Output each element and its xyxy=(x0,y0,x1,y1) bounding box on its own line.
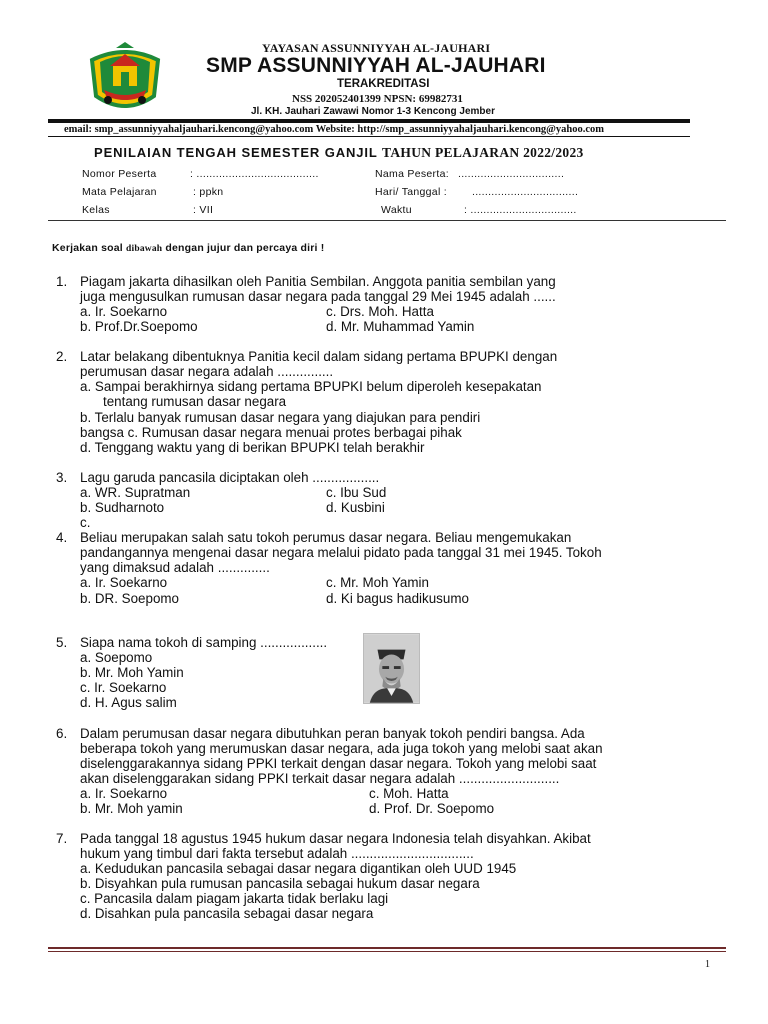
q4-number: 4. xyxy=(56,530,68,545)
q1-text-line1: Piagam jakarta dihasilkan oleh Panitia Sembilan. Anggota panitia sembilan yang xyxy=(80,274,556,289)
school-name: SMP ASSUNNIYYAH AL-JAUHARI xyxy=(206,54,546,77)
q2-option-b-line2: bangsa c. Rumusan dasar negara menuai protes berbagai pihak xyxy=(80,425,462,440)
q3-text-line1: Lagu garuda pancasila diciptakan oleh .................. xyxy=(80,470,380,485)
q7-number: 7. xyxy=(56,831,68,846)
instruction-part1: Kerjakan soal xyxy=(52,242,123,254)
q6-text-line2: beberapa tokoh yang merumuskan dasar negara, ada juga tokoh yang melobi saat akan xyxy=(80,741,603,756)
q7-text-line1: Pada tanggal 18 agustus 1945 hukum dasar negara Indonesia telah disyahkan. Akibat xyxy=(80,831,591,846)
q6-option-b: b. Mr. Moh yamin xyxy=(80,801,183,816)
page-number: 1 xyxy=(705,959,710,970)
instruction-part3: dengan jujur dan percaya diri ! xyxy=(165,242,325,254)
q2-option-b-line1: b. Terlalu banyak rumusan dasar negara yang diajukan para pendiri xyxy=(80,410,481,425)
q6-option-c: c. Moh. Hatta xyxy=(369,786,449,801)
q1-text-line2: juga mengusulkan rumusan dasar negara pada tanggal 29 Mei 1945 adalah ...... xyxy=(80,289,556,304)
q6-text-line4: akan diselenggarakan sidang PPKI terkait dasar negara adalah ........................... xyxy=(80,771,560,786)
q3-option-extra: c. xyxy=(80,515,91,530)
info-divider xyxy=(48,220,726,221)
q3-option-a: a. WR. Supratman xyxy=(80,485,191,500)
school-registry: NSS 202052401399 NPSN: 69982731 xyxy=(292,93,463,105)
q6-number: 6. xyxy=(56,726,68,741)
q1-option-d: d. Mr. Muhammad Yamin xyxy=(326,319,475,334)
q4-option-c: c. Mr. Moh Yamin xyxy=(326,575,429,590)
q2-text-line2: perumusan dasar negara adalah ............... xyxy=(80,364,334,379)
info-nama-label: Nama Peserta: xyxy=(375,168,449,180)
q7-option-c: c. Pancasila dalam piagam jakarta tidak berlaku lagi xyxy=(80,891,389,906)
q1-number: 1. xyxy=(56,274,68,289)
q5-number: 5. xyxy=(56,635,68,650)
footer-divider-thin xyxy=(48,951,726,952)
q5-option-a: a. Soepomo xyxy=(80,650,153,665)
q6-option-a: a. Ir. Soekarno xyxy=(80,786,168,801)
header-divider-thin xyxy=(48,136,690,137)
q2-option-d: d. Tenggang waktu yang di berikan BPUPKI telah berakhir xyxy=(80,440,425,455)
q7-option-b: b. Disyahkan pula rumusan pancasila sebagai hukum dasar negara xyxy=(80,876,480,891)
historical-figure-portrait xyxy=(363,633,420,704)
q3-number: 3. xyxy=(56,470,68,485)
info-mapel-label: Mata Pelajaran xyxy=(82,186,157,198)
school-crest-logo xyxy=(86,40,164,116)
q3-option-c: c. Ibu Sud xyxy=(326,485,387,500)
exam-title xyxy=(94,145,584,161)
q7-option-d: d. Disahkan pula pancasila sebagai dasar negara xyxy=(80,906,374,921)
q5-option-d: d. H. Agus salim xyxy=(80,695,177,710)
exam-title-main: PENILAIAN TENGAH SEMESTER GANJIL xyxy=(94,145,378,160)
instruction xyxy=(52,242,324,254)
q5-option-c: c. Ir. Soekarno xyxy=(80,680,167,695)
info-nama-value: ................................. xyxy=(458,168,565,180)
q6-option-d: d. Prof. Dr. Soepomo xyxy=(369,801,495,816)
q2-option-a-line2: tentang rumusan dasar negara xyxy=(103,394,287,409)
q5-text-line1: Siapa nama tokoh di samping .................. xyxy=(80,635,328,650)
info-nomor-value: : ...................................... xyxy=(190,168,319,180)
q1-option-b: b. Prof.Dr.Soepomo xyxy=(80,319,198,334)
q7-option-a: a. Kedudukan pancasila sebagai dasar negara digantikan oleh UUD 1945 xyxy=(80,861,517,876)
info-kelas-value: : VII xyxy=(193,204,214,216)
instruction-part2: dibawah xyxy=(126,244,163,254)
q2-number: 2. xyxy=(56,349,68,364)
school-address: Jl. KH. Jauhari Zawawi Nomor 1-3 Kencong Jember xyxy=(251,106,495,117)
q6-text-line3: diselenggarakannya sidang PPKI terkait dengan dasar negara. Tokoh yang melobi saat xyxy=(80,756,597,771)
accreditation-status: TERAKREDITASI xyxy=(337,78,430,90)
q4-text-line3: yang dimaksud adalah .............. xyxy=(80,560,270,575)
footer-divider xyxy=(48,947,726,949)
info-kelas-label: Kelas xyxy=(82,204,110,216)
school-contact: email: smp_assunniyyahaljauhari.kencong@yahoo.com Website: http://smp_assunniyyahaljauhari.kencong@yahoo.com xyxy=(64,124,605,135)
info-hari-label: Hari/ Tanggal : xyxy=(375,186,448,198)
q4-option-d: d. Ki bagus hadikusumo xyxy=(326,591,469,606)
q4-option-a: a. Ir. Soekarno xyxy=(80,575,168,590)
info-nomor-label: Nomor Peserta xyxy=(82,168,157,180)
foundation-name: YAYASAN ASSUNNIYYAH AL-JAUHARI xyxy=(262,41,491,55)
q2-option-a-line1: a. Sampai berakhirnya sidang pertama BPUPKI belum diperoleh kesepakatan xyxy=(80,379,542,394)
info-hari-value: ................................. xyxy=(472,186,579,198)
q1-option-a: a. Ir. Soekarno xyxy=(80,304,168,319)
q2-text-line1: Latar belakang dibentuknya Panitia kecil dalam sidang pertama BPUPKI dengan xyxy=(80,349,558,364)
q6-text-line1: Dalam perumusan dasar negara dibutuhkan peran banyak tokoh pendiri bangsa. Ada xyxy=(80,726,585,741)
info-mapel-value: : ppkn xyxy=(193,186,224,198)
q3-option-d: d. Kusbini xyxy=(326,500,385,515)
q4-text-line2: pandangannya mengenai dasar negara melalui pidato pada tanggal 31 mei 1945. Tokoh xyxy=(80,545,602,560)
q7-text-line2: hukum yang timbul dari fakta tersebut adalah ................................. xyxy=(80,846,474,861)
exam-title-year: TAHUN PELAJARAN 2022/2023 xyxy=(382,145,584,160)
info-waktu-value: : ................................. xyxy=(464,204,577,216)
q4-option-b: b. DR. Soepomo xyxy=(80,591,179,606)
info-waktu-label: Waktu xyxy=(381,204,412,216)
q5-option-b: b. Mr. Moh Yamin xyxy=(80,665,184,680)
q4-text-line1: Beliau merupakan salah satu tokoh perumus dasar negara. Beliau mengemukakan xyxy=(80,530,572,545)
q3-option-b: b. Sudharnoto xyxy=(80,500,165,515)
header-divider xyxy=(48,119,690,123)
q1-option-c: c. Drs. Moh. Hatta xyxy=(326,304,434,319)
